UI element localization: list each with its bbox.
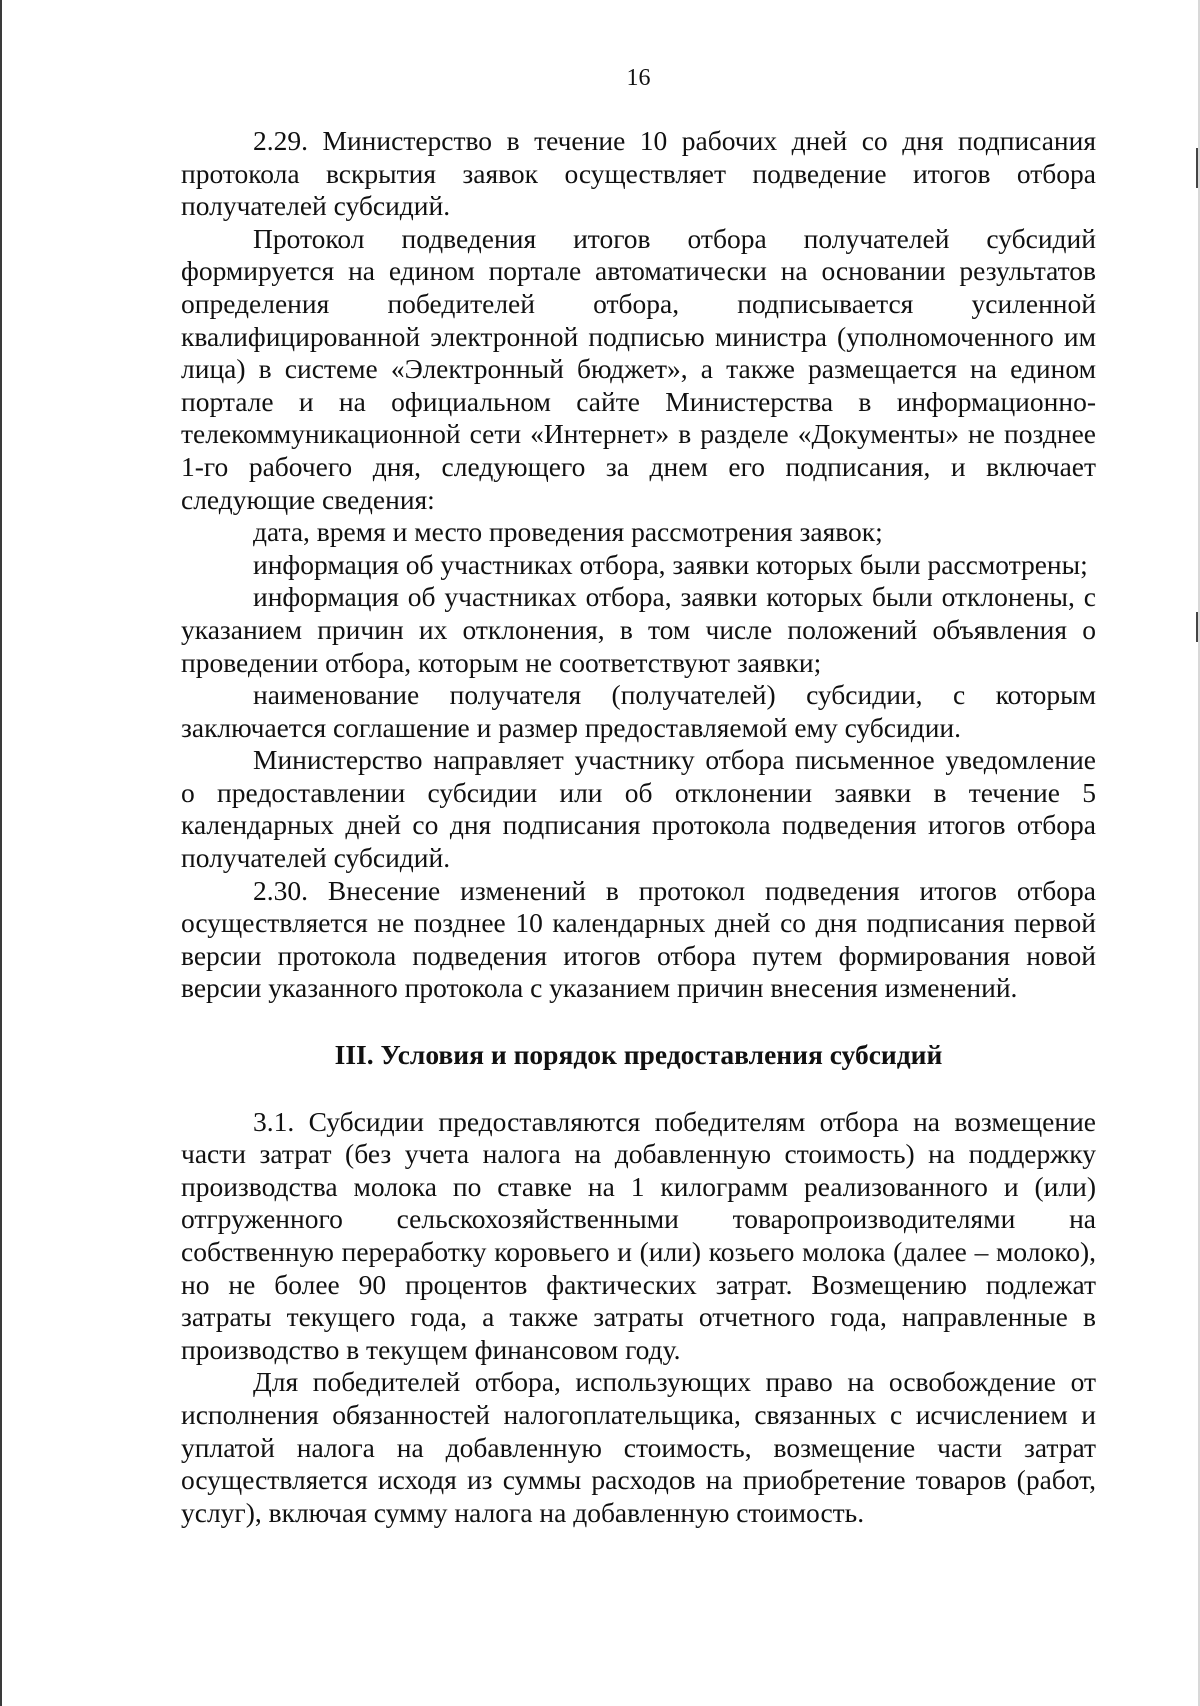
page-number: 16 bbox=[626, 65, 651, 91]
paragraph-3-1: 3.1. Субсидии предоставляются победителям отбора на возмещение части затрат (без учета налога на добавленную стоимость) на поддержку производства молока по ставке на 1 килограмм реализованного и (или) отгруженного сельскохозяйственными товаропроизводителями на собственную переработку коровьего и (или) козьего молока (далее – молоко), но не более 90 процентов фактических затрат. Возмещению подлежат затраты текущего года, а также затраты отчетного года, направленные в производство в текущем финансовом году. bbox=[181, 1105, 1096, 1365]
section-heading: III. Условия и порядок предоставления субсидий bbox=[334, 1039, 943, 1071]
scan-mark bbox=[1196, 148, 1198, 188]
paragraph-vat-exemption: Для победителей отбора, использующих право на освобождение от исполнения обязанностей налогоплательщика, связанных с исчислением и уплатой налога на добавленную стоимость, возмещение части затрат осуществляется исходя из суммы расходов на приобретение товаров (работ, услуг), включая сумму налога на добавленную стоимость. bbox=[181, 1366, 1096, 1528]
scan-border-left bbox=[0, 0, 2, 1706]
paragraph-notification: Министерство направляет участнику отбора письменное уведомление о предоставлении субсидии или об отклонении заявки в течение 5 календарных дней со дня подписания протокола подведения итогов отбора получателей субсидий. bbox=[181, 744, 1096, 874]
scan-mark bbox=[1196, 612, 1198, 642]
paragraph-2-29: 2.29. Министерство в течение 10 рабочих дней со дня подписания протокола вскрытия заявок осуществляет подведение итогов отбора получателей субсидий. bbox=[181, 125, 1096, 222]
list-item-reviewed: информация об участниках отбора, заявки которых были рассмотрены; bbox=[253, 548, 1088, 580]
paragraph-2-30: 2.30. Внесение изменений в протокол подведения итогов отбора осуществляется не позднее 10 календарных дней со дня подписания первой версии протокола подведения итогов отбора путем формирования новой версии указанного протокола с указанием причин внесения изменений. bbox=[181, 874, 1096, 1004]
document-body bbox=[181, 125, 1096, 1529]
paragraph-protocol: Протокол подведения итогов отбора получателей субсидий формируется на едином портале автоматически на основании результатов определения победителей отбора, подписывается усиленной квалифицированной электронной подписью министра (уполномоченного им лица) в системе «Электронный бюджет», а также размещается на едином портале и на официальном сайте Министерства в информационно-телекоммуникационной сети «Интернет» в разделе «Документы» не позднее 1-го рабочего дня, следующего за днем его подписания, и включает следующие сведения: bbox=[181, 222, 1096, 515]
list-item-recipient: наименование получателя (получателей) субсидии, с которым заключается соглашение и размер предоставляемой ему субсидии. bbox=[181, 679, 1096, 743]
list-item-rejected: информация об участниках отбора, заявки которых были отклонены, с указанием причин их отклонения, в том числе положений объявления о проведении отбора, которым не соответствуют заявки; bbox=[181, 581, 1096, 678]
list-item-date-time: дата, время и место проведения рассмотрения заявок; bbox=[253, 516, 883, 548]
